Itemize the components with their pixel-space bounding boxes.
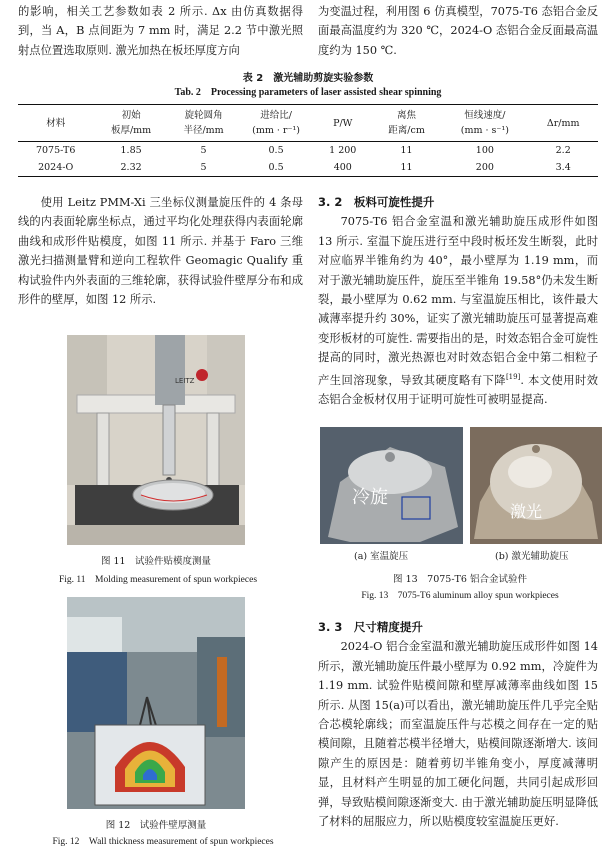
table-cell: 5 — [200, 162, 207, 173]
measurement-paragraph — [18, 193, 303, 309]
measurement-text: 使用 Leitz PMM-Xi 三坐标仪测量旋压件的 4 条母线的内表面轮廓坐标点，通过平均化处理获得内表面轮廓曲线和成形件贴模度，如图 11 所示. 并基于 Faro 三维激光扫描测量臂和逆向工程软件 Geomagic Qualify 重构试验件内外表面的三维轮廓，获得试验件壁厚分布和成形件的壁厚，如图 12 所示. — [18, 196, 303, 307]
laser-spun-part — [470, 427, 602, 544]
table-cell: 2.2 — [555, 145, 571, 156]
fig13-caption-cn: 图 13 7075-T6 铝合金试验件 — [393, 574, 527, 585]
table-row — [18, 142, 598, 160]
table-2 — [18, 72, 598, 177]
fig13a-photo — [320, 427, 463, 544]
table-cell: 200 — [475, 162, 494, 173]
th-feed-ratio: 进给比/ (mm · r⁻¹) — [252, 110, 300, 136]
table-cell: 11 — [400, 162, 413, 173]
table-cell: 11 — [400, 145, 413, 156]
table-cell: 2024-O — [38, 162, 74, 173]
table-header-row — [18, 105, 598, 142]
fig13-caption-en: Fig. 13 7075-T6 aluminum alloy spun workpieces — [361, 591, 559, 601]
table-cell: 0.5 — [268, 162, 284, 173]
intro-left-paragraph — [18, 2, 303, 60]
fig12-caption-en: Fig. 12 Wall thickness measurement of spun workpieces — [52, 837, 274, 847]
table-cell: 0.5 — [268, 145, 284, 156]
table-cell: 2.32 — [120, 162, 142, 173]
fig12-caption-cn: 图 12 试验件壁厚测量 — [105, 820, 207, 831]
table-cell: 3.4 — [555, 162, 571, 173]
th-thickness: 初始 板厚/mm — [110, 110, 152, 136]
section-3-2 — [318, 193, 598, 409]
fig13a-label: (a) 室温旋压 — [354, 551, 409, 562]
fig11-caption-cn: 图 11 试验件贴模度测量 — [100, 556, 212, 567]
cmm-machine-illustration — [67, 335, 245, 545]
section-3-3-body: 2024-O 铝合金室温和激光辅助旋压成形件如图 14 所示，激光辅助旋压件最小壁厚为 0.92 mm，冷旋件为 1.19 mm. 试验件贴模间隙和壁厚减薄率曲线如图 15 所示. 从图 15(a)可以看出，激光辅助旋压件几乎完全贴合芯模轮廓线；而室温旋压件与芯模之间存在一定的贴模间隙，且随着芯模半径增大，贴模间隙逐渐增大. 该间隙产生的原因是：随着剪切半锥角变小，厚度减薄明显，且材料产生明显的加工硬化问题，共同引起成形回弹，导致贴模间隙逐渐变大. 由于激光辅助旋压明显降低了材料的屈服应力，所以贴模度较室温旋压更好. — [318, 640, 598, 829]
table-caption-en: Tab. 2 Processing parameters of laser assisted shear spinning — [174, 87, 442, 98]
section-3-3 — [318, 618, 598, 831]
fig12-photo — [67, 597, 245, 809]
table-cell: 1.85 — [120, 145, 142, 156]
fig13b-photo — [470, 427, 602, 544]
fig13a-overlay-text: 冷旋 — [352, 487, 388, 508]
table-cell: 100 — [475, 145, 494, 156]
th-defocus: 离焦 距离/cm — [388, 110, 425, 136]
table-cell: 7075-T6 — [35, 145, 76, 156]
table-caption-cn: 表 2 激光辅助剪旋实验参数 — [242, 73, 374, 84]
leitz-brand-text: LEITZ — [175, 377, 195, 385]
table-cell: 400 — [333, 162, 352, 173]
fig13b-overlay-text: 激光 — [510, 502, 543, 521]
intro-left-text: 的影响，相关工艺参数如表 2 所示. Δx 由仿真数据得到，当 A，B 点间距为 7 mm 时，满足 2.2 节中激光照射点位置选取原则. 激光加热在板坯厚度方向 — [18, 5, 303, 57]
table-cell: 5 — [200, 145, 207, 156]
room-temp-spun-part — [320, 427, 463, 544]
intro-right-text: 为变温过程，利用图 6 仿真模型，7075-T6 态铝合金反面最高温度约为 320 ℃，2024-O 态铝合金反面最高温度约为 150 ℃. — [318, 5, 598, 57]
th-roller-radius: 旋轮圆角 半径/mm — [183, 110, 224, 136]
fig11-photo — [67, 335, 245, 545]
section-3-2-body: 7075-T6 铝合金室温和激光辅助旋压成形件如图 13 所示. 室温下旋压进行至中段时板坯发生断裂，此时对应临界半锥角约为 40°，最小壁厚为 1.19 mm，而对于激光辅助旋压件，旋压至半锥角 19.58°仍未发生断裂，最小壁厚为 0.62 mm. 与室温旋压相比，该件最大减薄率提升约 30%，证实了激光辅助旋压可显著提高难变形板材的可旋性. 需要指出的是，时效态铝合金可旋性提高的同时，激光热源也对时效态铝合金中第二相粒子产生回溶现象，导致其硬度略有下降[19]. 本文使用时效态铝合金板材仅用于证明可旋性可被明显提高. — [318, 215, 598, 406]
parameters-table — [18, 104, 598, 177]
fig13b-label: (b) 激光辅助旋压 — [495, 551, 569, 562]
fig11-caption-en: Fig. 11 Molding measurement of spun workpieces — [58, 575, 258, 585]
reference-marker: [19] — [505, 372, 521, 381]
th-power: P/W — [333, 117, 353, 129]
th-material: 材料 — [46, 117, 66, 129]
th-line-speed: 恒线速度/ (mm · s⁻¹) — [460, 110, 509, 136]
table-row — [18, 159, 598, 177]
section-3-2-heading: 3. 2 板料可旋性提升 — [318, 195, 435, 209]
th-delta-r: Δr/mm — [546, 117, 580, 129]
table-cell: 1 200 — [329, 145, 357, 156]
scan-arm-illustration — [67, 597, 245, 809]
section-3-3-heading: 3. 3 尺寸精度提升 — [318, 620, 423, 634]
intro-right-paragraph — [318, 2, 598, 60]
